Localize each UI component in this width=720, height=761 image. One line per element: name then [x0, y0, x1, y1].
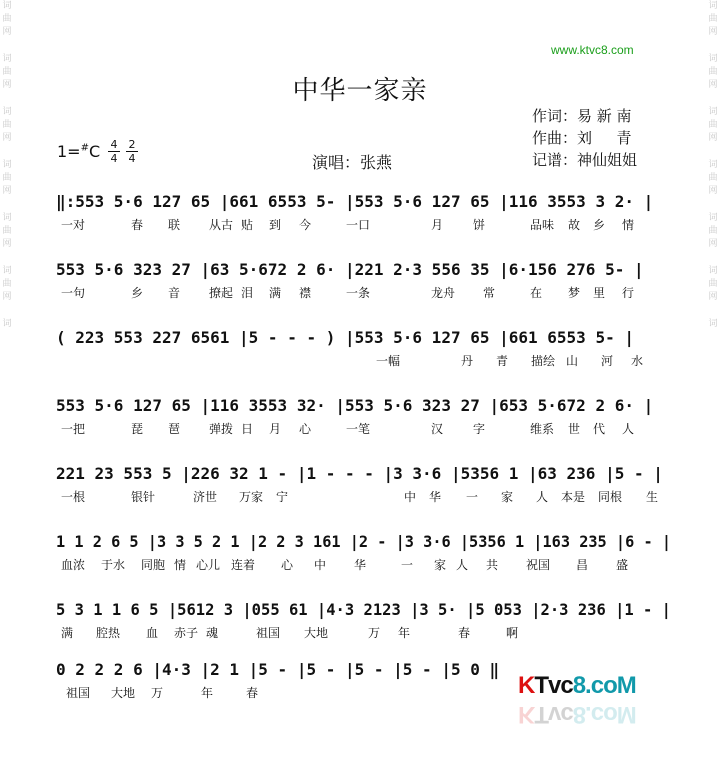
notation-text: 0 2 2 2 6 |4·3 |2 1 |5 - |5 - |5 - |5 - |5 0 ‖ [56, 660, 500, 679]
lyric-word: 行 [622, 286, 635, 300]
time-sig-num: 2 [128, 138, 136, 151]
lyric-word: 联 [168, 218, 181, 232]
logo-reflection: KTvc8.coM [518, 701, 636, 728]
lyric-word: 情 [174, 558, 187, 572]
watermark-char: 曲 [2, 173, 12, 183]
lyric-word: 常 [483, 286, 496, 300]
lyric-word: 描绘 [531, 354, 556, 368]
notation-line [56, 318, 676, 352]
watermark-char: 网 [708, 80, 718, 90]
singer: 演唱：张燕 [312, 153, 393, 172]
lyric-word: 在 [530, 286, 543, 300]
lyric-word: 弹拨 [209, 422, 234, 436]
lyric-word: 连着 [231, 558, 256, 572]
watermark-char: 词 [2, 54, 12, 64]
key-sharp: # [80, 142, 89, 154]
lyric-word: 济世 [193, 490, 218, 504]
lyric-word: 里 [593, 286, 606, 300]
time-sig-num: 4 [110, 138, 118, 151]
lyric-word: 心 [281, 558, 294, 572]
lyric-word: 人 [456, 558, 469, 572]
key-note: C [88, 142, 101, 161]
lyric-word: 血浓 [61, 558, 86, 572]
lyric-word: 春 [131, 218, 144, 232]
lyric-word: 琵 [131, 422, 144, 436]
lyric-word: 字 [473, 422, 486, 436]
notation-text: 553 5·6 127 65 |116 3553 32· |553 5·6 323 27 |653 5·672 2 6· | [56, 396, 654, 415]
lyric-word: 故 [568, 218, 581, 232]
watermark-char: 曲 [708, 279, 718, 289]
lyric-word: 琶 [168, 422, 181, 436]
lyric-word: 一口 [346, 218, 371, 232]
lyric-word: 从古 [209, 218, 234, 232]
lyric-word: 生 [646, 490, 659, 504]
lyric-word: 啊 [506, 626, 519, 640]
notation-line [56, 522, 676, 556]
lyric-word: 年 [201, 686, 214, 700]
watermark-char: 曲 [708, 173, 718, 183]
watermark-char: 词 [708, 319, 718, 329]
watermark-char: 曲 [2, 67, 12, 77]
lyric-word: 撩起 [209, 286, 234, 300]
lyric-word: 乡 [593, 218, 606, 232]
notation-text: 1 1 2 6 5 |3 3 5 2 1 |2 2 3 161 |2 - |3 3·6 |5356 1 |163 235 |6 - | [56, 532, 671, 551]
watermark-char: 词 [708, 54, 718, 64]
lyric-word: 丹 [461, 354, 474, 368]
lyric-word: 维系 [530, 422, 555, 436]
lyric-word: 一句 [61, 286, 86, 300]
site-url[interactable]: www.ktvc8.com [551, 43, 634, 57]
watermark-char: 词 [708, 160, 718, 170]
lyric-word: 万 [151, 686, 164, 700]
lyric-word: 宁 [276, 490, 289, 504]
watermark-char: 网 [2, 27, 12, 37]
lyric-word: 一条 [346, 286, 371, 300]
watermark-char: 曲 [708, 67, 718, 77]
lyric-word: 今 [299, 218, 312, 232]
lyric-word: 满 [269, 286, 282, 300]
lyric-word: 襟 [299, 286, 312, 300]
lyric-word: 祖国 [66, 686, 91, 700]
watermark-char: 网 [2, 186, 12, 196]
lyric-word: 饼 [473, 218, 486, 232]
watermark-char: 网 [708, 27, 718, 37]
lyric-word: 盛 [616, 558, 629, 572]
notation-line [56, 590, 676, 624]
watermark-char: 曲 [2, 14, 12, 24]
credits-block [532, 105, 637, 171]
time-sig-den: 4 [128, 152, 136, 165]
lyric-word: 人 [622, 422, 635, 436]
lyric-word: 万家 [239, 490, 264, 504]
time-sig-den: 4 [110, 152, 118, 165]
lyric-word: 共 [486, 558, 499, 572]
lyric-word: 中 [314, 558, 327, 572]
lyric-word: 银针 [131, 490, 156, 504]
lyric-word: 满 [61, 626, 74, 640]
watermark-char: 词 [2, 1, 12, 11]
lyric-word: 一对 [61, 218, 86, 232]
watermark-char: 网 [708, 133, 718, 143]
lyric-word: 代 [593, 422, 606, 436]
lyrics-line [56, 216, 676, 232]
lyric-word: 梦 [568, 286, 581, 300]
lyric-word: 一 [466, 490, 479, 504]
lyric-word: 同胞 [141, 558, 166, 572]
watermark-char: 词 [2, 213, 12, 223]
watermark-char: 网 [708, 292, 718, 302]
lyric-word: 万 [368, 626, 381, 640]
lyric-word: 大地 [111, 686, 136, 700]
key-signature [57, 142, 100, 161]
lyric-word: 一根 [61, 490, 86, 504]
notation-line [56, 182, 676, 216]
lyric-word: 音 [168, 286, 181, 300]
lyricist-credit: 作词：易 新 南 [532, 107, 632, 125]
watermark-char: 曲 [2, 120, 12, 130]
notation-line [56, 250, 676, 284]
watermark-char: 网 [2, 80, 12, 90]
lyric-word: 山 [566, 354, 579, 368]
lyric-word: 昌 [576, 558, 589, 572]
lyric-word: 赤子 [174, 626, 199, 640]
notation-text: ( 223 553 227 6561 |5 - - - ) |553 5·6 127 65 |661 6553 5- | [56, 328, 634, 347]
lyric-word: 同根 [598, 490, 623, 504]
lyric-word: 春 [458, 626, 471, 640]
lyric-word: 人 [536, 490, 549, 504]
watermark-char: 词 [708, 266, 718, 276]
lyric-word: 乡 [131, 286, 144, 300]
lyrics-line [56, 284, 676, 300]
watermark-char: 曲 [2, 279, 12, 289]
lyric-word: 本是 [561, 490, 586, 504]
watermark-char: 网 [2, 133, 12, 143]
watermark-char: 网 [2, 239, 12, 249]
watermark-char: 曲 [708, 14, 718, 24]
watermark-char: 网 [708, 239, 718, 249]
lyric-word: 中 [404, 490, 417, 504]
watermark-char: 词 [2, 160, 12, 170]
lyrics-line [56, 352, 676, 368]
watermark-char: 词 [2, 107, 12, 117]
watermark-char: 网 [708, 186, 718, 196]
lyric-word: 到 [269, 218, 282, 232]
lyric-word: 心 [299, 422, 312, 436]
lyric-word: 情 [622, 218, 635, 232]
lyric-word: 品味 [530, 218, 555, 232]
time-signature-1 [108, 139, 120, 164]
lyric-word: 一把 [61, 422, 86, 436]
lyric-word: 世 [568, 422, 581, 436]
lyric-word: 血 [146, 626, 159, 640]
lyric-word: 一幅 [376, 354, 401, 368]
lyric-word: 魂 [206, 626, 219, 640]
watermark-char: 词 [2, 319, 12, 329]
lyric-word: 祝国 [526, 558, 551, 572]
watermark-char: 曲 [708, 120, 718, 130]
lyric-word: 华 [354, 558, 367, 572]
lyric-word: 一 [401, 558, 414, 572]
lyric-word: 家 [434, 558, 447, 572]
notation-line [56, 454, 676, 488]
lyric-word: 月 [431, 218, 444, 232]
lyric-word: 家 [501, 490, 514, 504]
lyric-word: 春 [246, 686, 259, 700]
watermark-char: 曲 [2, 226, 12, 236]
notation-line [56, 386, 676, 420]
lyric-word: 汉 [431, 422, 444, 436]
lyric-word: 腔热 [96, 626, 121, 640]
lyric-word: 大地 [304, 626, 329, 640]
lyric-word: 一笔 [346, 422, 371, 436]
notation-text: ‖:553 5·6 127 65 |661 6553 5- |553 5·6 127 65 |116 3553 3 2· | [56, 192, 654, 211]
lyrics-line [56, 420, 676, 436]
notation-text: 5 3 1 1 6 5 |5612 3 |055 61 |4·3 2123 |3 5· |5 053 |2·3 236 |1 - | [56, 600, 671, 619]
watermark-char: 网 [2, 292, 12, 302]
notation-text: 221 23 553 5 |226 32 1 - |1 - - - |3 3·6 |5356 1 |63 236 |5 - | [56, 464, 663, 483]
watermark-char: 词 [708, 1, 718, 11]
lyrics-line [56, 624, 676, 640]
lyric-word: 祖国 [256, 626, 281, 640]
key-label: 1= [57, 142, 81, 161]
lyric-word: 心儿 [196, 558, 221, 572]
lyric-word: 月 [269, 422, 282, 436]
song-title: 中华一家亲 [292, 76, 428, 106]
transcriber-credit: 记谱：神仙姐姐 [532, 151, 638, 169]
watermark-char: 词 [708, 213, 718, 223]
lyric-word: 贴 [241, 218, 254, 232]
watermark-char: 词 [2, 266, 12, 276]
notation-text: 553 5·6 323 27 |63 5·672 2 6· |221 2·3 556 35 |6·156 276 5- | [56, 260, 644, 279]
lyric-word: 年 [398, 626, 411, 640]
lyric-word: 河 [601, 354, 614, 368]
watermark-char: 词 [708, 107, 718, 117]
lyrics-line [56, 556, 676, 572]
lyric-word: 华 [429, 490, 442, 504]
lyric-word: 日 [241, 422, 254, 436]
watermark-right [706, 0, 720, 761]
lyric-word: 水 [631, 354, 644, 368]
watermark-left [0, 0, 14, 761]
lyric-word: 泪 [241, 286, 254, 300]
lyric-word: 青 [496, 354, 509, 368]
lyric-word: 于水 [101, 558, 126, 572]
time-signature-2 [126, 139, 138, 164]
lyrics-line [56, 488, 676, 504]
watermark-char: 曲 [708, 226, 718, 236]
lyric-word: 龙舟 [431, 286, 456, 300]
ktvc8-logo[interactable]: KTvc8.coM [518, 672, 636, 699]
composer-credit: 作曲：刘 青 [532, 129, 632, 147]
